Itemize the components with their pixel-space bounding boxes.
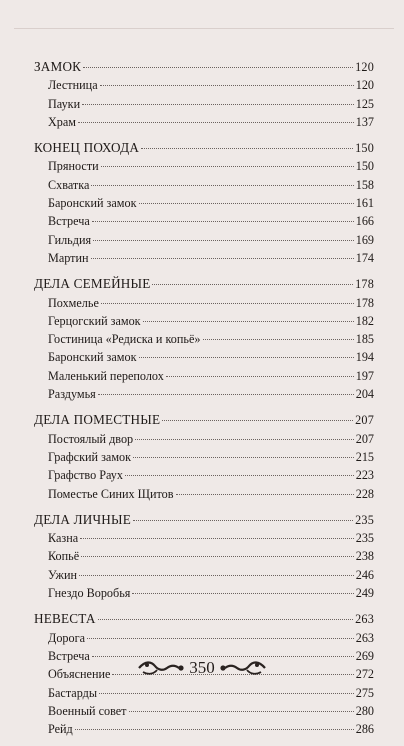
chapter-entry-title: НЕВЕСТА xyxy=(34,611,96,627)
subchapter-entry-page: 246 xyxy=(355,567,374,582)
dot-leader xyxy=(99,693,354,694)
subchapter-entry[interactable] xyxy=(34,684,374,702)
dot-leader xyxy=(133,520,353,521)
subchapter-entry-title: Рейд xyxy=(48,722,73,737)
chapter-entry-page: 150 xyxy=(355,141,374,156)
dot-leader xyxy=(162,420,353,421)
subchapter-entry-title: Объяснение xyxy=(48,667,111,682)
subchapter-entry-page: 137 xyxy=(355,114,374,129)
dot-leader xyxy=(80,538,354,539)
chapter-entry[interactable] xyxy=(34,139,374,157)
dot-leader xyxy=(91,185,353,186)
subchapter-entry-title: Раздумья xyxy=(48,387,96,402)
subchapter-entry-page: 185 xyxy=(355,332,374,347)
subchapter-entry[interactable] xyxy=(34,113,374,131)
subchapter-entry-title: Герцогский замок xyxy=(48,313,141,328)
chapter-entry-page: 120 xyxy=(355,60,374,74)
subchapter-entry-page: 235 xyxy=(355,531,374,546)
subchapter-entry[interactable] xyxy=(34,294,374,312)
subchapter-entry-page: 194 xyxy=(355,350,374,365)
subchapter-entry-title: Пауки xyxy=(48,96,81,111)
dot-leader xyxy=(152,284,353,285)
subchapter-entry[interactable] xyxy=(34,629,374,647)
subchapter-entry[interactable] xyxy=(34,702,374,720)
subchapter-entry-title: Похмелье xyxy=(48,295,99,310)
dot-leader xyxy=(91,258,354,259)
subchapter-entry-title: Графский замок xyxy=(48,449,132,464)
subchapter-entry-page: 280 xyxy=(355,703,374,718)
chapter-entry-page: 207 xyxy=(355,413,374,428)
left-ornament-icon xyxy=(137,658,185,678)
dot-leader xyxy=(101,303,354,304)
top-rule xyxy=(14,28,394,29)
subchapter-entry-page: 207 xyxy=(355,431,374,446)
subchapter-entry-page: 169 xyxy=(355,232,374,247)
subchapter-entry[interactable] xyxy=(34,448,374,466)
dot-leader xyxy=(79,575,354,576)
chapter-entry[interactable] xyxy=(34,610,374,628)
dot-leader xyxy=(135,439,354,440)
toc-section xyxy=(34,275,374,403)
subchapter-entry-title: Дорога xyxy=(48,630,86,645)
subchapter-entry[interactable] xyxy=(34,385,374,403)
dot-leader xyxy=(98,619,354,620)
subchapter-entry-page: 263 xyxy=(355,630,374,645)
subchapter-entry-page: 272 xyxy=(355,667,374,682)
dot-leader xyxy=(83,67,353,68)
subchapter-entry-page: 286 xyxy=(355,722,374,737)
subchapter-entry[interactable] xyxy=(34,95,374,113)
dot-leader xyxy=(101,166,354,167)
subchapter-entry-page: 158 xyxy=(355,177,374,192)
dot-leader xyxy=(133,457,354,458)
subchapter-entry-page: 161 xyxy=(355,196,374,211)
page-number: 350 xyxy=(189,658,215,677)
subchapter-entry-page: 223 xyxy=(355,468,374,483)
chapter-entry[interactable] xyxy=(34,411,374,429)
subchapter-entry-page: 125 xyxy=(355,96,374,111)
subchapter-entry-page: 275 xyxy=(355,685,374,700)
subchapter-entry-page: 120 xyxy=(355,78,374,93)
subchapter-entry[interactable] xyxy=(34,720,374,738)
subchapter-entry-page: 197 xyxy=(355,368,374,383)
subchapter-entry[interactable] xyxy=(34,249,374,267)
subchapter-entry[interactable] xyxy=(34,367,374,385)
dot-leader xyxy=(92,656,354,657)
subchapter-entry-title: Маленький переполох xyxy=(48,368,164,383)
chapter-entry[interactable] xyxy=(34,58,374,76)
subchapter-entry[interactable] xyxy=(34,194,374,212)
subchapter-entry-page: 150 xyxy=(355,159,374,174)
chapter-entry-title: КОНЕЦ ПОХОДА xyxy=(34,140,140,156)
dot-leader xyxy=(92,221,354,222)
subchapter-entry[interactable] xyxy=(34,330,374,348)
subchapter-entry-title: Баронский замок xyxy=(48,350,137,365)
subchapter-entry-title: Пряности xyxy=(48,159,99,174)
chapter-entry-title: ДЕЛА ПОМЕСТНЫЕ xyxy=(34,412,161,428)
dot-leader xyxy=(75,729,354,730)
dot-leader xyxy=(78,122,354,123)
subchapter-entry-title: Копьё xyxy=(48,549,80,564)
subchapter-entry-title: Схватка xyxy=(48,177,90,192)
dot-leader xyxy=(129,711,354,712)
toc-section xyxy=(34,58,374,131)
subchapter-entry[interactable] xyxy=(34,176,374,194)
subchapter-entry-page: 269 xyxy=(355,648,374,663)
right-ornament-icon xyxy=(219,658,267,678)
dot-leader xyxy=(143,321,354,322)
dot-leader xyxy=(203,339,354,340)
table-of-contents xyxy=(34,58,374,746)
dot-leader xyxy=(125,475,354,476)
dot-leader xyxy=(93,240,354,241)
page-footer xyxy=(0,658,404,678)
subchapter-entry[interactable] xyxy=(34,529,374,547)
subchapter-entry-title: Гильдия xyxy=(48,232,92,247)
toc-section xyxy=(34,511,374,602)
subchapter-entry-page: 174 xyxy=(355,250,374,265)
subchapter-entry-title: Бастарды xyxy=(48,685,98,700)
dot-leader xyxy=(141,148,353,149)
chapter-entry-title: ДЕЛА СЕМЕЙНЫЕ xyxy=(34,276,151,292)
dot-leader xyxy=(98,394,354,395)
subchapter-entry-page: 228 xyxy=(355,486,374,501)
chapter-entry-title: ЗАМОК xyxy=(34,59,82,74)
dot-leader xyxy=(139,203,354,204)
subchapter-entry[interactable] xyxy=(34,312,374,330)
subchapter-entry[interactable] xyxy=(34,566,374,584)
subchapter-entry-page: 249 xyxy=(355,586,374,601)
dot-leader xyxy=(87,638,354,639)
subchapter-entry[interactable] xyxy=(34,157,374,175)
subchapter-entry-title: Гостиница «Редиска и копьё» xyxy=(48,332,201,347)
dot-leader xyxy=(166,376,354,377)
subchapter-entry-page: 182 xyxy=(355,313,374,328)
subchapter-entry-title: Ужин xyxy=(48,567,78,582)
subchapter-entry-page: 178 xyxy=(355,295,374,310)
toc-section xyxy=(34,411,374,502)
subchapter-entry-title: Встреча xyxy=(48,214,90,229)
subchapter-entry[interactable] xyxy=(34,430,374,448)
dot-leader xyxy=(82,104,354,105)
chapter-entry[interactable] xyxy=(34,511,374,529)
subchapter-entry-title: Встреча xyxy=(48,648,90,663)
subchapter-entry[interactable] xyxy=(34,212,374,230)
chapter-entry-title: ДЕЛА ЛИЧНЫЕ xyxy=(34,511,131,527)
subchapter-entry[interactable] xyxy=(34,485,374,503)
chapter-entry-page: 235 xyxy=(355,512,374,527)
subchapter-entry-title: Графство Раух xyxy=(48,468,123,483)
dot-leader xyxy=(100,85,354,86)
dot-leader xyxy=(176,494,354,495)
subchapter-entry-title: Мартин xyxy=(48,250,89,265)
subchapter-entry[interactable] xyxy=(34,76,374,94)
subchapter-entry[interactable] xyxy=(34,584,374,602)
subchapter-entry-title: Поместье Синих Щитов xyxy=(48,486,174,501)
subchapter-entry[interactable] xyxy=(34,231,374,249)
subchapter-entry-page: 238 xyxy=(355,549,374,564)
subchapter-entry-title: Казна xyxy=(48,531,79,546)
subchapter-entry-title: Военный совет xyxy=(48,703,127,718)
subchapter-entry-title: Лестница xyxy=(48,78,98,93)
dot-leader xyxy=(139,357,354,358)
subchapter-entry[interactable] xyxy=(34,348,374,366)
toc-section xyxy=(34,139,374,267)
chapter-entry-page: 263 xyxy=(355,612,374,627)
subchapter-entry-title: Храм xyxy=(48,114,77,129)
dot-leader xyxy=(81,556,354,557)
subchapter-entry-title: Постоялый двор xyxy=(48,431,134,446)
subchapter-entry-page: 204 xyxy=(355,387,374,402)
chapter-entry[interactable] xyxy=(34,275,374,293)
subchapter-entry-page: 166 xyxy=(355,214,374,229)
subchapter-entry-title: Баронский замок xyxy=(48,196,137,211)
subchapter-entry-page: 215 xyxy=(355,449,374,464)
subchapter-entry[interactable] xyxy=(34,547,374,565)
chapter-entry-page: 178 xyxy=(355,277,374,292)
subchapter-entry[interactable] xyxy=(34,466,374,484)
subchapter-entry-title: Гнездо Воробья xyxy=(48,586,131,601)
dot-leader xyxy=(132,593,353,594)
